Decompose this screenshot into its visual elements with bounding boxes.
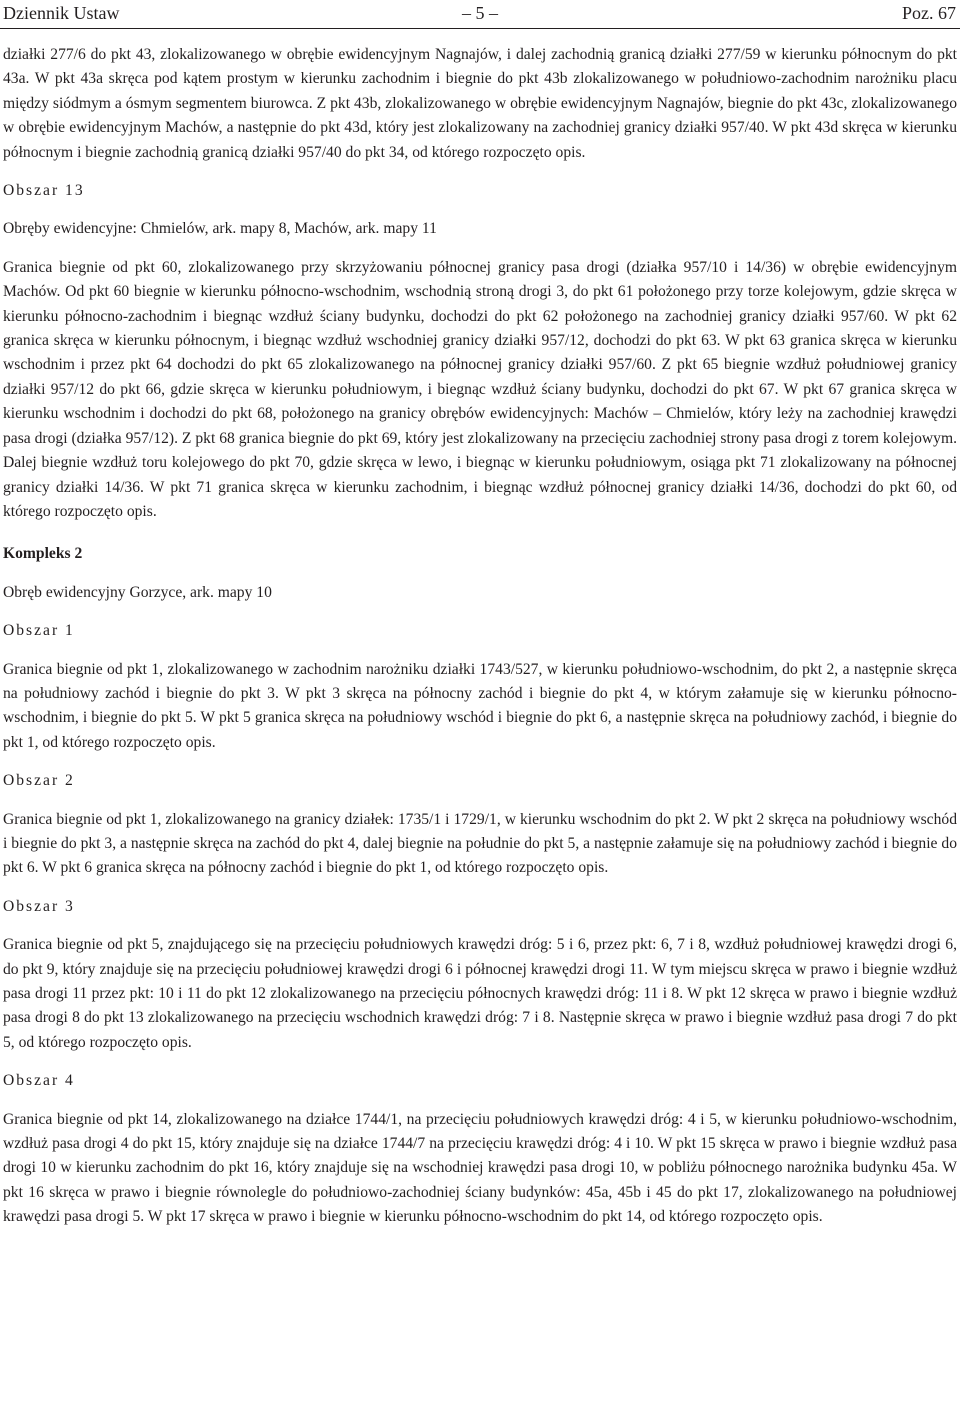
paragraph-obszar-2: Granica biegnie od pkt 1, zlokalizowanego na granicy działek: 1735/1 i 1729/1, w kierunku wschodnim do pkt 2. W pkt 2 skręca na południowy wschód i biegnie do pkt 3, a następnie skręca na zachód do pkt 4, dalej biegnie na południe do pkt 5, a następnie załamuje się na południowy zachód i biegnie do pkt 6. W pkt 6 granica skręca na północny zachód i biegnie do pkt 1, od którego rozpoczęto opis. <box>3 810 957 877</box>
paragraph-obreb-kompleks-2: Obręb ewidencyjny Gorzyce, ark. mapy 10 <box>3 583 272 601</box>
heading-obszar-3: Obszar 3 <box>3 897 75 915</box>
paragraph-obszar-13: Granica biegnie od pkt 60, zlokalizowanego przy skrzyżowaniu północnej granicy pasa drogi (działka 957/10 i 14/36) w obrębie ewidencyjnym Machów. Od pkt 60 biegnie w kierunku północno-wschodnim, wschodnią stroną drogi 3, do pkt 61 położonego przy torze kolejowym, gdzie skręca w kierunku północno-zachodnim i biegnąc wzdłuż ściany budynku, dochodzi do pkt 62 położonego na zachodniej granicy działki 957/60. W pkt 62 granica skręca w kierunku północnym, i biegnąc wzdłuż wschodniej granicy działki 957/12, dochodzi do pkt 63. W pkt 63 granica skręca w kierunku wschodnim i przez pkt 64 dochodzi do pkt 65 zlokalizowanego na północnej granicy działki 957/60. Z pkt 65 biegnie wzdłuż południowej granicy działki 957/12 do pkt 66, gdzie skręca w kierunku południowym, i biegnąc wzdłuż ściany budynku, dochodzi do pkt 67. W pkt 67 granica skręca w kierunku wschodnim i dochodzi do pkt 68, położonego na granicy obrębów ewidencyjnych: Machów – Chmielów, który leży na zachodniej krawędzi pasa drogi (działka 957/12). Z pkt 68 granica biegnie do pkt 69, który jest zlokalizowany na przecięciu zachodniej strony pasa drogi z torem kolejowym. Dalej biegnie wzdłuż toru kolejowego do pkt 70, gdzie skręca w lewo, i biegnąc w kierunku południowym, osiąga pkt 71 zlokalizowany na północnej granicy działki 14/36. W pkt 71 granica skręca w kierunku zachodnim, i biegnąc wzdłuż północnej granicy działki 14/36, dochodzi do pkt 60, od którego rozpoczęto opis. <box>3 258 957 520</box>
page-header <box>0 0 960 24</box>
paragraph-obszar-3: Granica biegnie od pkt 5, znajdującego się na przecięciu południowych krawędzi dróg: 5 i 6, przez pkt: 6, 7 i 8, wzdłuż południowej krawędzi drogi 6, do pkt 9, który znajduje się na przecięciu południowej krawędzi drogi 6 i północnej krawędzi drogi 11. W tym miejscu skręca w prawo i biegnie wzdłuż pasa drogi 11 przez pkt: 10 i 11 do pkt 12 zlokalizowanego na przecięciu północnych krawędzi dróg: 11 i 8. W pkt 12 skręca w prawo i biegnie wzdłuż pasa drogi 8 do pkt 13 zlokalizowanego na przecięciu wschodnich krawędzi dróg: 7 i 8. Następnie skręca w prawo i biegnie wzdłuż pasa drogi 7 do pkt 5, od którego rozpoczęto opis. <box>3 936 957 1051</box>
journal-title: Dziennik Ustaw <box>3 3 120 23</box>
heading-kompleks-2: Kompleks 2 <box>3 545 83 563</box>
heading-obszar-4: Obszar 4 <box>3 1072 75 1090</box>
heading-obszar-1: Obszar 1 <box>3 622 75 640</box>
paragraph-intro: działki 277/6 do pkt 43, zlokalizowanego w obrębie ewidencyjnym Nagnajów, i dalej zachodnią granicą działki 277/59 w kierunku północnym do pkt 43a. W pkt 43a skręca pod kątem prostym w kierunku zachodnim i biegnie do pkt 43b zlokalizowanego w południowo-zachodnim narożniku placu między siódmym a ósmym segmentem biurowca. Z pkt 43b, zlokalizowanego w obrębie ewidencyjnym Nagnajów, biegnie do pkt 43c, zlokalizowanego w obrębie ewidencyjnym Machów, a następnie do pkt 43d, który jest zlokalizowany na zachodniej granicy działki 957/40. W pkt 43d skręca w kierunku północnym i biegnie zachodnią granicą działki 957/40 do pkt 34, od którego rozpoczęto opis. <box>3 46 957 161</box>
document-body <box>3 43 957 1230</box>
header-rule <box>0 28 960 29</box>
heading-obszar-2: Obszar 2 <box>3 772 75 790</box>
paragraph-obszar-4: Granica biegnie od pkt 14, zlokalizowanego na działce 1744/1, na przecięciu południowych krawędzi dróg: 4 i 5, w kierunku południowo-wschodnim, wzdłuż pasa drogi 4 do pkt 15, który znajduje się na działce 1744/7 na przecięciu krawędzi dróg: 4 i 10. W pkt 15 skręca w prawo i biegnie wzdłuż pasa drogi 10 w kierunku zachodnim do pkt 16, który znajduje się na wschodniej krawędzi pasa drogi 10, w pobliżu północnego narożnika budynku 45a. W pkt 16 skręca w prawo i biegnie równolegle do południowo-zachodniej ściany budynków: 45a, 45b i 45 do pkt 17, zlokalizowanego na południowej krawędzi pasa drogi 5. W pkt 17 skręca w prawo i biegnie w kierunku północno-wschodnim do pkt 14, od którego rozpoczęto opis. <box>3 1110 957 1226</box>
item-number: Poz. 67 <box>902 3 956 23</box>
paragraph-obreby-13: Obręby ewidencyjne: Chmielów, ark. mapy 8, Machów, ark. mapy 11 <box>3 220 437 238</box>
page-number: – 5 – <box>462 3 498 23</box>
paragraph-obszar-1: Granica biegnie od pkt 1, zlokalizowanego w zachodnim narożniku działki 1743/527, w kierunku południowo-wschodnim, do pkt 2, a następnie skręca na południowy zachód i biegnie do pkt 3. W pkt 3 skręca na północny zachód i biegnie do pkt 4, w którym załamuje się w kierunku północno-wschodnim, i biegnie do pkt 5. W pkt 5 granica skręca na południowy wschód i biegnie do pkt 6, a następnie skręca na południowy zachód, i biegnie do pkt 1, od którego rozpoczęto opis. <box>3 660 957 751</box>
heading-obszar-13: Obszar 13 <box>3 182 85 200</box>
